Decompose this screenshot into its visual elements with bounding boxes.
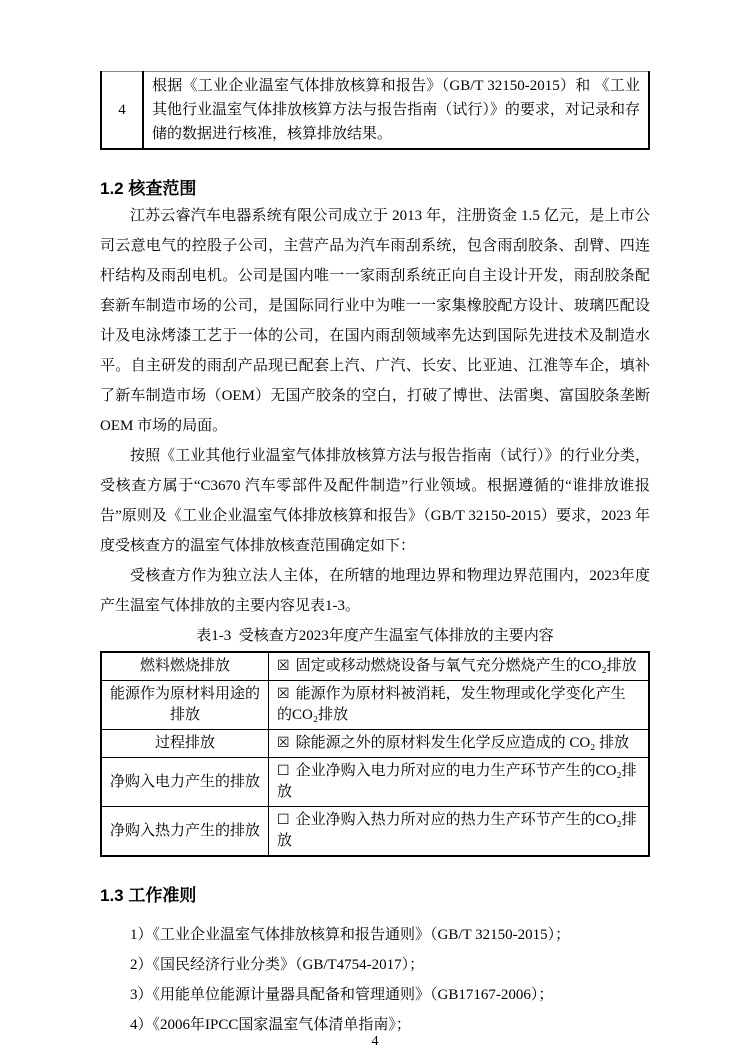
emission-category: 净购入热力产生的排放 <box>101 807 269 857</box>
list-item: 3）《用能单位能源计量器具配备和管理通则》（GB17167-2006）； <box>130 987 554 1003</box>
checked-checkbox-icon: ☒ <box>277 735 290 751</box>
emission-description-cell <box>269 652 650 681</box>
emission-category: 过程排放 <box>101 730 269 758</box>
emission-description-cell <box>269 730 650 758</box>
emission-category: 能源作为原材料用途的排放 <box>101 681 269 730</box>
emission-description-cell <box>269 758 650 807</box>
table-row <box>101 807 649 857</box>
table-row <box>101 72 649 150</box>
table-row <box>101 652 649 681</box>
table-caption: 表1-3 受核查方2023年度产生温室气体排放的主要内容 <box>196 628 554 644</box>
emission-description: 能源作为原材料被消耗，发生物理或化学变化产生的CO₂排放 <box>277 686 626 723</box>
row-number-cell: 4 <box>101 72 143 150</box>
emission-category: 燃料燃烧排放 <box>101 652 269 681</box>
paragraph-company-intro: 江苏云睿汽车电器系统有限公司成立于 2013 年，注册资金 1.5 亿元，是上市公司云意电气的控股子公司，主营产品为汽车雨刮系统，包含雨刮胶条、刮臂、四连杆结构及雨刮电机。公司是国内唯一一家雨刮系统正向自主设计开发，雨刮胶条配套新车制造市场的公司，是国际同行业中为唯一一家集橡胶配方设计、玻璃匹配设计及电泳烤漆工艺于一体的公司，在国内雨刮领域率先达到国际先进技术及制造水平。自主研发的雨刮产品现已配套上汽、广汽、长安、比亚迪、江淮等车企，填补了新车制造市场（OEM）无国产胶条的空白，打破了博世、法雷奥、富国胶条垄断OEM 市场的局面。 <box>100 208 650 434</box>
list-item: 4）《2006年IPCC国家温室气体清单指南》； <box>130 1017 411 1033</box>
unchecked-checkbox-icon: ☐ <box>277 812 290 828</box>
section-heading-1-2: 1.2 核查范围 <box>100 179 197 198</box>
table-row <box>101 758 649 807</box>
row-text-cell: 根据《工业企业温室气体排放核算和报告》（GB/T 32150-2015）和 《工业其他行业温室气体排放核算方法与报告指南（试行）》的要求，对记录和存储的数据进行核准，核算排放结果。 <box>143 72 649 150</box>
emission-description: 企业净购入电力所对应的电力生产环节产生的CO₂排放 <box>277 763 637 800</box>
emission-description-cell <box>269 681 650 730</box>
emission-description: 除能源之外的原材料发生化学反应造成的 CO₂ 排放 <box>295 735 630 751</box>
emissions-table <box>100 651 650 857</box>
paragraph-boundary: 受核查方作为独立法人主体，在所辖的地理边界和物理边界范围内，2023年度产生温室气体排放的主要内容见表1-3。 <box>100 568 650 614</box>
work-rules-list <box>100 920 650 1040</box>
paragraph-industry-classification: 按照《工业其他行业温室气体排放核算方法与报告指南（试行）》的行业分类，受核查方属于“C3670 汽车零部件及配件制造”行业领域。根据遵循的“谁排放谁报告”原则及《工业企业温室气体排放核算和报告》（GB/T 32150-2015）要求，2023 年度受核查方的温室气体排放核查范围确定如下： <box>100 448 650 554</box>
list-item: 2）《国民经济行业分类》（GB/T4754-2017）； <box>130 957 425 973</box>
list-item: 1）《工业企业温室气体排放核算和报告通则》（GB/T 32150-2015）； <box>130 927 571 943</box>
emission-description-cell <box>269 807 650 857</box>
emission-description: 企业净购入热力所对应的热力生产环节产生的CO₂排放 <box>277 812 637 849</box>
table-row <box>101 730 649 758</box>
continuation-table <box>100 71 650 150</box>
table-row <box>101 681 649 730</box>
unchecked-checkbox-icon: ☐ <box>277 763 290 779</box>
emission-category: 净购入电力产生的排放 <box>101 758 269 807</box>
emission-description: 固定或移动燃烧设备与氧气充分燃烧产生的CO₂排放 <box>295 658 637 674</box>
checked-checkbox-icon: ☒ <box>277 658 290 674</box>
page-number: 4 <box>371 1034 379 1049</box>
checked-checkbox-icon: ☒ <box>277 686 290 702</box>
section-heading-1-3: 1.3 工作准则 <box>100 886 197 905</box>
